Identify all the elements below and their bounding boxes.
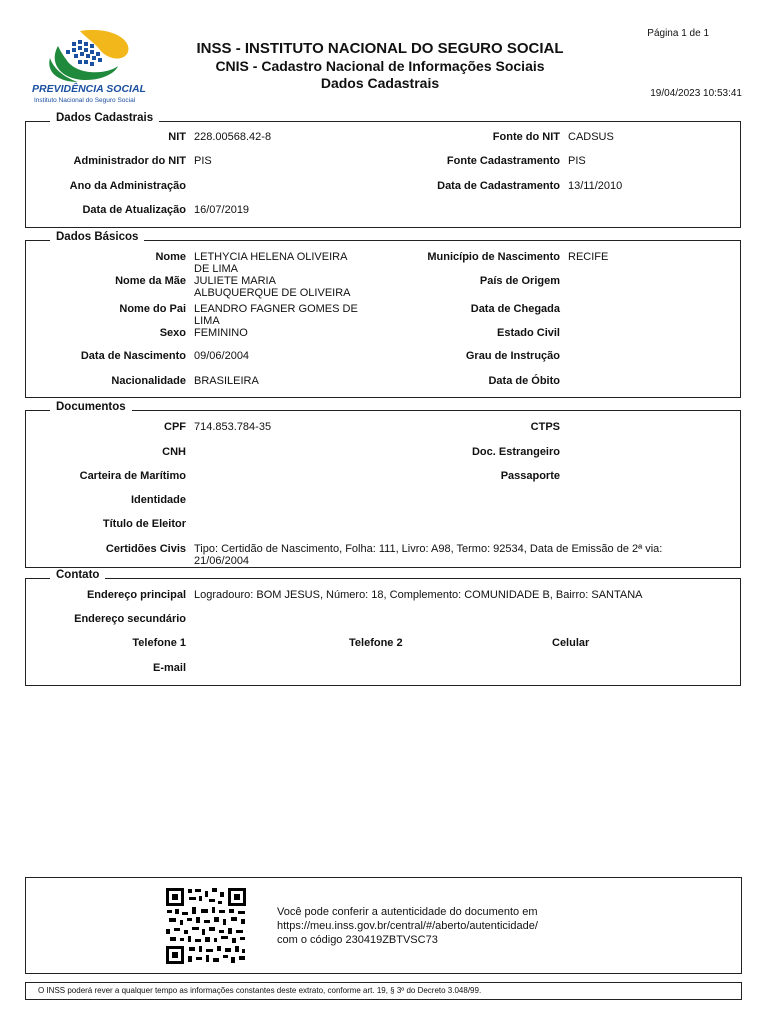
previdencia-social-logo — [28, 28, 152, 108]
nit-value: 228.00568.42-8 — [194, 131, 272, 143]
data-nascimento-value: 09/06/2004 — [194, 350, 250, 362]
nome-pai-value: LEANDRO FAGNER GOMES DE LIMA — [194, 303, 358, 327]
identidade-label: Identidade — [130, 494, 186, 506]
admin-nit-label: Administrador do NIT — [73, 155, 186, 167]
document-title: Dados Cadastrais — [320, 75, 440, 91]
section-legend: Contato — [50, 569, 105, 581]
cpf-label: CPF — [164, 421, 186, 433]
authenticity-code: com o código 230419ZBTVSC73 — [277, 934, 438, 946]
carteira-maritimo-label: Carteira de Marítimo — [79, 470, 186, 482]
section-dados-cadastrais — [25, 112, 741, 228]
institute-title: INSS - INSTITUTO NACIONAL DO SEGURO SOCIAL — [196, 40, 564, 57]
nome-mae-value: JULIETE MARIA ALBUQUERQUE DE OLIVEIRA — [194, 275, 351, 299]
svg-text:Instituto Nacional do Seguro S: Instituto Nacional do Seguro Social — [34, 97, 136, 104]
municipio-nascimento-label: Município de Nascimento — [427, 251, 560, 263]
pais-origem-label: País de Origem — [479, 275, 560, 287]
nome-label: Nome — [155, 251, 186, 263]
data-atualizacao-value: 16/07/2019 — [194, 204, 250, 216]
telefone1-label: Telefone 1 — [132, 637, 186, 649]
data-cadastramento-value: 13/11/2010 — [568, 180, 623, 192]
fonte-nit-value: CADSUS — [568, 131, 614, 143]
section-documentos — [25, 401, 741, 568]
ano-administracao-label: Ano da Administração — [69, 180, 186, 192]
ctps-label: CTPS — [530, 421, 560, 433]
nacionalidade-label: Nacionalidade — [111, 375, 186, 387]
sexo-value: FEMININO — [194, 327, 248, 339]
data-obito-label: Data de Óbito — [488, 375, 560, 387]
municipio-nascimento-value: RECIFE — [568, 251, 609, 263]
cpf-value: 714.853.784-35 — [194, 421, 272, 433]
fonte-nit-label: Fonte do NIT — [492, 131, 560, 143]
authenticity-text: Você pode conferir a autenticidade do documento em https://meu.inss.gov.br/central/#/aberto/autenticidade/ com o código 230419ZBTVSC73 — [277, 905, 637, 947]
email-label: E-mail — [152, 662, 186, 674]
fonte-cadastramento-label: Fonte Cadastramento — [446, 155, 560, 167]
cnis-title: CNIS - Cadastro Nacional de Informações Sociais — [215, 58, 545, 74]
nacionalidade-value: BRASILEIRA — [194, 375, 259, 387]
data-nascimento-label: Data de Nascimento — [80, 350, 186, 362]
nome-pai-label: Nome do Pai — [119, 303, 186, 315]
nome-value: LETHYCIA HELENA OLIVEIRA DE LIMA — [194, 251, 348, 275]
sexo-label: Sexo — [159, 327, 186, 339]
data-cadastramento-label: Data de Cadastramento — [437, 180, 560, 192]
section-legend: Dados Básicos — [50, 231, 144, 243]
data-atualizacao-label: Data de Atualização — [82, 204, 186, 216]
section-legend: Documentos — [50, 401, 132, 413]
certidoes-civis-value: Tipo: Certidão de Nascimento, Folha: 111, Livro: A98, Termo: 92534, Data de Emissão de 2ª via: 21/06/2004 — [194, 543, 663, 567]
certidoes-civis-label: Certidões Civis — [105, 543, 186, 555]
section-dados-basicos — [25, 231, 741, 398]
data-chegada-label: Data de Chegada — [470, 303, 560, 315]
doc-estrangeiro-label: Doc. Estrangeiro — [471, 446, 560, 458]
fonte-cadastramento-value: PIS — [568, 155, 586, 167]
section-contato — [25, 569, 741, 686]
qr-code-icon — [165, 887, 247, 965]
grau-instrucao-label: Grau de Instrução — [465, 350, 560, 362]
estado-civil-label: Estado Civil — [497, 327, 560, 339]
authenticity-link[interactable]: https://meu.inss.gov.br/central/#/aberto/autenticidade/ — [277, 920, 538, 932]
endereco-secundario-label: Endereço secundário — [74, 613, 186, 625]
endereco-principal-value: Logradouro: BOM JESUS, Número: 18, Complemento: COMUNIDADE B, Bairro: SANTANA — [194, 589, 643, 601]
celular-label: Celular — [552, 637, 590, 649]
titulo-eleitor-label: Título de Eleitor — [102, 518, 186, 530]
issue-datetime: 19/04/2023 10:53:41 — [650, 88, 742, 99]
cnh-label: CNH — [162, 446, 186, 458]
passaporte-label: Passaporte — [500, 470, 560, 482]
nome-mae-label: Nome da Mãe — [115, 275, 186, 287]
admin-nit-value: PIS — [194, 155, 212, 167]
section-legend: Dados Cadastrais — [50, 112, 159, 124]
nit-label: NIT — [168, 131, 186, 143]
svg-text:PREVIDÊNCIA SOCIAL: PREVIDÊNCIA SOCIAL — [32, 83, 146, 95]
telefone2-label: Telefone 2 — [349, 637, 403, 649]
page-number: Página 1 de 1 — [647, 28, 709, 39]
endereco-principal-label: Endereço principal — [86, 589, 186, 601]
legal-notice: O INSS poderá rever a qualquer tempo as informações constantes deste extrato, conforme art. 19, § 3º do Decreto 3.048/99. — [38, 986, 482, 995]
